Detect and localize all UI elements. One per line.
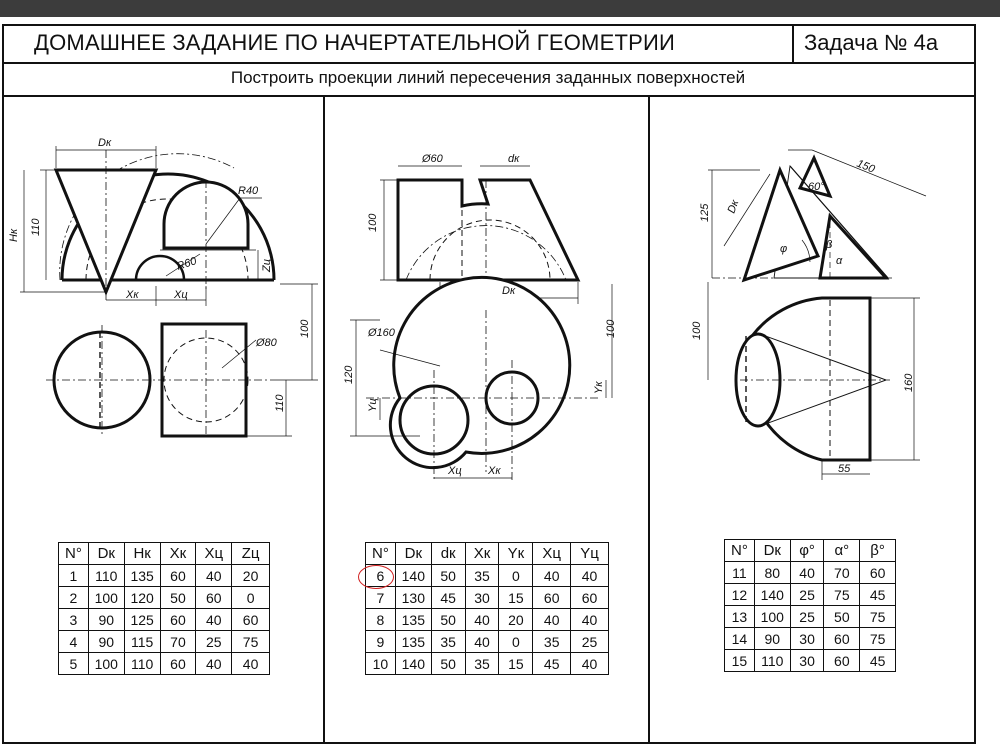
panel1-front-view [20,146,274,306]
table-cell: 80 [754,562,790,584]
table-cell: 40 [571,653,609,675]
table-cell: 40 [196,653,232,675]
col-Dk: Dк [395,543,431,565]
table-cell: 135 [395,609,431,631]
task-number: Задача № 4а [804,30,939,55]
table-cell: 60 [160,609,196,631]
col-xk: Xк [160,543,196,565]
table-cell: 90 [88,631,124,653]
table-row [366,565,609,587]
table-cell: 35 [431,631,465,653]
table-cell: 60 [196,587,232,609]
table-cell: 70 [824,562,860,584]
p2-label-xc: Xц [448,465,462,477]
col-yc: Yц [571,543,609,565]
p1-label-r40: R40 [238,185,259,197]
table-cell: 40 [571,565,609,587]
table-cell: 110 [124,653,160,675]
p3-label-125: 125 [699,203,711,222]
variants-table-2 [365,542,609,675]
table-header-row [59,543,270,565]
table-cell: 13 [725,606,755,628]
p2-label-dk: dк [508,153,520,165]
panel2-top-view [350,277,612,482]
p3-label-55: 55 [838,463,851,475]
col-number: N° [59,543,89,565]
table-cell: 20 [499,609,533,631]
p2-label-v100: 100 [605,319,617,338]
table-row [59,653,270,675]
p2-label-Dk: Dк [502,285,516,297]
table-cell: 0 [232,587,270,609]
table-row [366,587,609,609]
table-cell: 15 [499,587,533,609]
table-cell: 25 [196,631,232,653]
table-cell: 30 [465,587,499,609]
table-cell: 15 [499,653,533,675]
p3-label-phi: φ [780,243,788,255]
table-row [725,628,896,650]
table-row [725,606,896,628]
table-cell: 140 [395,565,431,587]
table-cell: 50 [431,565,465,587]
table-cell: 75 [860,628,896,650]
table-cell: 135 [124,565,160,587]
table-cell: 40 [232,653,270,675]
col-hk: Hк [124,543,160,565]
table-cell: 30 [790,628,824,650]
p1-label-xc: Xц [174,289,188,301]
table-cell: 60 [160,653,196,675]
p3-label-60deg: 60° [808,181,825,193]
table-cell: 50 [824,606,860,628]
col-dk: Dк [88,543,124,565]
table-cell: 1 [59,565,89,587]
table-cell: 9 [366,631,396,653]
variants-table-1 [58,542,270,675]
table-cell: 45 [533,653,571,675]
table-cell: 45 [860,650,896,672]
highlight-circle-variant-6 [358,565,394,589]
table-cell: 40 [533,565,571,587]
table-cell: 60 [533,587,571,609]
table-cell: 50 [431,609,465,631]
table-cell: 35 [465,653,499,675]
table-cell: 5 [59,653,89,675]
table-cell: 0 [499,565,533,587]
table-cell: 110 [88,565,124,587]
table-cell: 60 [824,628,860,650]
col-dk: dк [431,543,465,565]
p3-label-100: 100 [691,321,703,340]
table-cell: 60 [232,609,270,631]
p3-label-alpha: α [836,255,843,267]
p2-label-d160: Ø160 [368,327,395,339]
col-xc: Xц [196,543,232,565]
table-row [59,631,270,653]
table-cell: 140 [395,653,431,675]
p3-label-160: 160 [903,373,915,392]
p1-label-d80: Ø80 [256,337,277,349]
table-cell: 120 [124,587,160,609]
col-number: N° [366,543,396,565]
table-cell: 40 [790,562,824,584]
table-header-row [366,543,609,565]
table-cell: 75 [824,584,860,606]
table-cell: 25 [571,631,609,653]
col-dk: Dк [754,540,790,562]
table-cell: 75 [860,606,896,628]
p1-label-h110: 110 [30,218,42,236]
table-cell: 4 [59,631,89,653]
sheet-title: ДОМАШНЕЕ ЗАДАНИЕ ПО НАЧЕРТАТЕЛЬНОЙ ГЕОМЕТРИИ [34,30,675,55]
panel1-top-view [46,284,318,436]
table-cell: 25 [790,584,824,606]
table-cell: 60 [160,565,196,587]
table-row [725,562,896,584]
p2-label-v120: 120 [343,365,355,384]
table-cell: 100 [88,587,124,609]
table-cell: 100 [88,653,124,675]
table-row [59,587,270,609]
table-cell: 30 [790,650,824,672]
table-cell: 20 [232,565,270,587]
table-cell: 50 [160,587,196,609]
table-cell: 50 [431,653,465,675]
table-row [725,584,896,606]
table-cell: 125 [124,609,160,631]
table-cell: 60 [571,587,609,609]
panel3-front-view [708,150,926,280]
p1-label-xk: Xк [126,289,139,301]
table-row [59,565,270,587]
p1-label-110: 110 [274,394,286,412]
table-cell: 140 [754,584,790,606]
table-row [366,631,609,653]
table-row [366,653,609,675]
table-row [725,650,896,672]
table-cell: 15 [725,650,755,672]
col-number: N° [725,540,755,562]
table-cell: 3 [59,609,89,631]
table-cell: 135 [395,631,431,653]
table-cell: 45 [431,587,465,609]
p2-label-yk: Yк [593,381,605,394]
variants-table-3 [724,539,896,672]
col-beta: β° [860,540,896,562]
p3-label-beta: β [826,239,833,251]
table-cell: 40 [571,609,609,631]
table-cell: 25 [790,606,824,628]
p3-label-150: 150 [854,157,877,176]
p1-label-zc: Zц [261,258,273,272]
p3-label-dk: Dк [725,198,742,216]
table-cell: 100 [754,606,790,628]
p1-label-100: 100 [299,319,311,338]
table-cell: 40 [533,609,571,631]
col-phi: φ° [790,540,824,562]
col-yk: Yк [499,543,533,565]
table-header-row [725,540,896,562]
p2-label-d60: Ø60 [422,153,443,165]
p2-label-xk: Xк [488,465,501,477]
table-cell: 40 [465,609,499,631]
col-xk: Xк [465,543,499,565]
col-alpha: α° [824,540,860,562]
table-cell: 40 [465,631,499,653]
table-row [366,609,609,631]
table-cell: 8 [366,609,396,631]
table-cell: 2 [59,587,89,609]
col-zc: Zц [232,543,270,565]
task-subtitle: Построить проекции линий пересечения заданных поверхностей [230,68,746,87]
table-cell: 10 [366,653,396,675]
table-cell: 12 [725,584,755,606]
p1-label-r60: R60 [175,255,199,273]
p2-label-100: 100 [367,213,379,232]
table-cell: 130 [395,587,431,609]
table-cell: 90 [754,628,790,650]
table-row [59,609,270,631]
table-cell: 60 [860,562,896,584]
table-cell: 40 [196,565,232,587]
table-cell: 6 [366,565,396,587]
p1-label-dk: Dк [98,137,112,149]
table-cell: 115 [124,631,160,653]
col-xc: Xц [533,543,571,565]
table-cell: 90 [88,609,124,631]
table-cell: 110 [754,650,790,672]
table-cell: 75 [232,631,270,653]
table-cell: 35 [465,565,499,587]
table-cell: 35 [533,631,571,653]
panel3-top-view [708,282,920,480]
table-cell: 45 [860,584,896,606]
table-cell: 60 [824,650,860,672]
p2-label-yc: Yц [367,398,379,412]
table-cell: 70 [160,631,196,653]
table-cell: 11 [725,562,755,584]
table-cell: 14 [725,628,755,650]
table-cell: 40 [196,609,232,631]
table-cell: 7 [366,587,396,609]
table-cell: 0 [499,631,533,653]
p1-label-hk: Hк [8,228,20,242]
